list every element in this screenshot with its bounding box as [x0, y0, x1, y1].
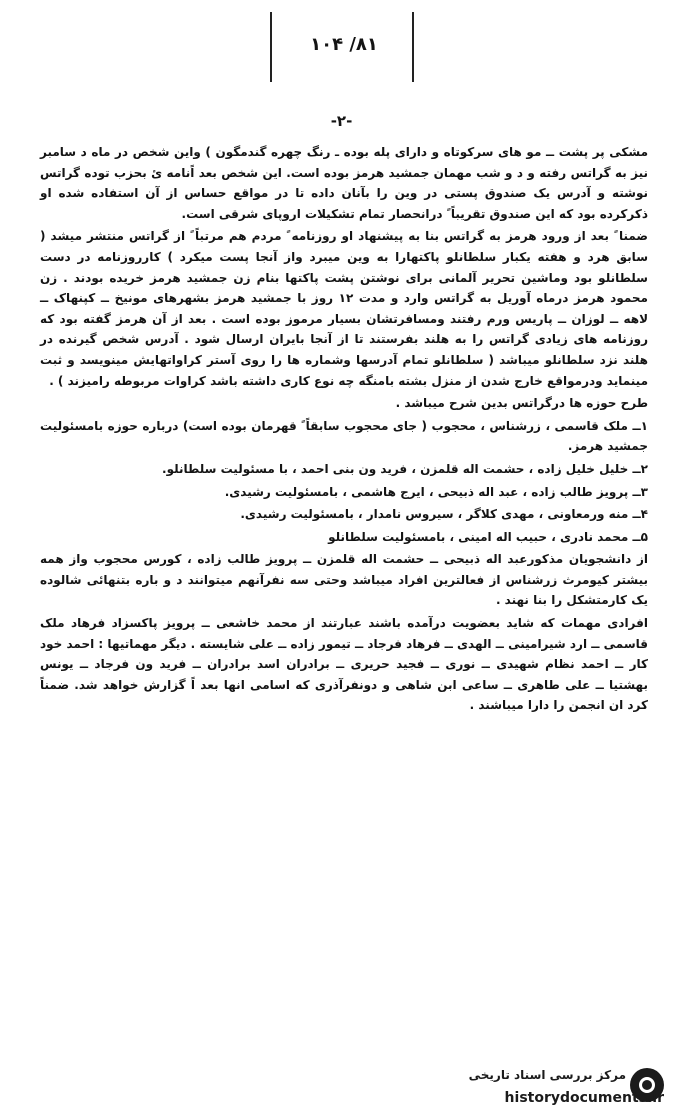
- header-stamp-box: [270, 12, 414, 82]
- list-item-cell-1: ۱ــ ملک قاسمی ، زرشناس ، محجوب ( جای محجوب سابقاً ً قهرمان بوده است) درباره حوزه بامسئولیت جمشید هرمز.: [40, 418, 648, 454]
- archive-watermark: [380, 1062, 670, 1112]
- paragraph-3: طرح حوزه ها درگراتس بدین شرح میباشد .: [395, 396, 648, 411]
- list-item-cell-2: ۲ــ خلیل خلیل زاده ، حشمت اله قلمزن ، فرید ون بنی احمد ، با مسئولیت سلطانلو.: [162, 461, 648, 476]
- paragraph-5: افرادی مهمات که شاید بعضویت درآمده باشند عبارتند از محمد خاشعی ــ پرویز پاکسزاد فرهاد ملک قاسمی ــ ارد شیرامینی ــ الهدی ــ فرهاد فرجاد ــ تیمور زاده ــ علی شایسته . دیگر مهماتیها : احمد خود کار ــ احمد نظام شهیدی ــ نوری ــ فجید حریری ــ برادران اسد برادران ــ فرید ون فرجاد ــ یونس بهشتیا ــ علی طاهری ــ ساعی ابن شاهی و دونفرآذری که اسامی انها بعد اً گزارش خواهد شد. ضمناً کرد ان انجمن را دارا میباشند .: [39, 616, 648, 713]
- header-reference-text: ۸۱/ ۱۰۴: [310, 34, 378, 55]
- paragraph-4: از دانشجویان مذکورعبد اله ذبیحی ــ حشمت اله قلمزن ــ پرویز طالب زاده ، کورس محجوب واز همه بیشتر کیومرث زرشناس از فعالترین افراد میباشد وحتی سه نفرآنهم میتوانند د و باره بتنهائی شالوده یک کارمتشکل را بنا نهند .: [40, 552, 648, 608]
- document-body: [40, 142, 648, 716]
- page-number: -۲-: [330, 112, 353, 130]
- list-item-cell-5: ۵ــ محمد نادری ، حبیب اله امینی ، بامسئولیت سلطانلو: [328, 529, 648, 544]
- paragraph-1: مشکی پر پشت ــ مو های سرکوتاه و دارای پله بوده ـ رنگ چهره گندمگون ) واین شخص در ماه د سامبر نیز به گراتس رفته و د و شب مهمان جمشید هرمز بوده است. این شخص بعد اًنامه ئ بحزب توده گراتس نوشته و آدرس یک صندوق پستی در وین را بآنان داده تا در مواقع حساس از آن استفاده شده او ذکرکرده بود که این صندوق تقریباً ً درانحصار تمام تشکیلات اروپای شرقی است.: [40, 145, 648, 221]
- list-item-cell-3: ۳ــ پرویز طالب زاده ، عبد اله ذبیحی ، ایرج هاشمی ، بامسئولیت رشیدی.: [224, 484, 648, 499]
- archive-website: historydocuments.ir: [504, 1090, 664, 1106]
- list-item-cell-4: ۴ــ منه ورمعاونی ، مهدی کلاگر ، سیروس نامدار ، بامسئولیت رشیدی.: [240, 507, 648, 522]
- archive-organization-name: مرکز بررسی اسناد تاریخی: [468, 1068, 626, 1082]
- paragraph-2: ضمنا ً بعد از ورود هرمز به گراتس بنا به پیشنهاد او روزنامه ً مردم هم مرتباً ً از گراتس منتشر میشد ( سابق هرد و هفته یکبار سلطانلو پاکتهارا به وین میبرد واز آنجا پست میکرد ) کارروزنامه در دست سلطانلو بود وماشین تحریر آلمانی برای نوشتن پشت پاکتها بنام زن جمشید هرمز خریده بودند . زن محمود هرمز درماه آوریل به گراتس وارد و مدت ۱۲ روز با جمشید هرمز بشهرهای مونیخ ــ کپنهاک ــ لاهه ــ لوزان ــ پاریس ورم رفتند ومسافرتشان بسیار مرموز بوده است . بعد از آن هرمز گفته بود که روزنامه های زیادی گراتس را به هلند بفرستند تا از آنجا بایران ارسال شود . آدرس شخص گیرنده در هلند نزد سلطانلو میباشد ( سلطانلو تمام آدرسها وشماره ها را روی آستر کراواتهایش مینویسد و ثبت مینماید ودرمواقع خارج شدن از منزل بشته بامنگه چه نوع کاری داشته باشد کراوات مربوطه رامیزند ) .: [40, 229, 648, 388]
